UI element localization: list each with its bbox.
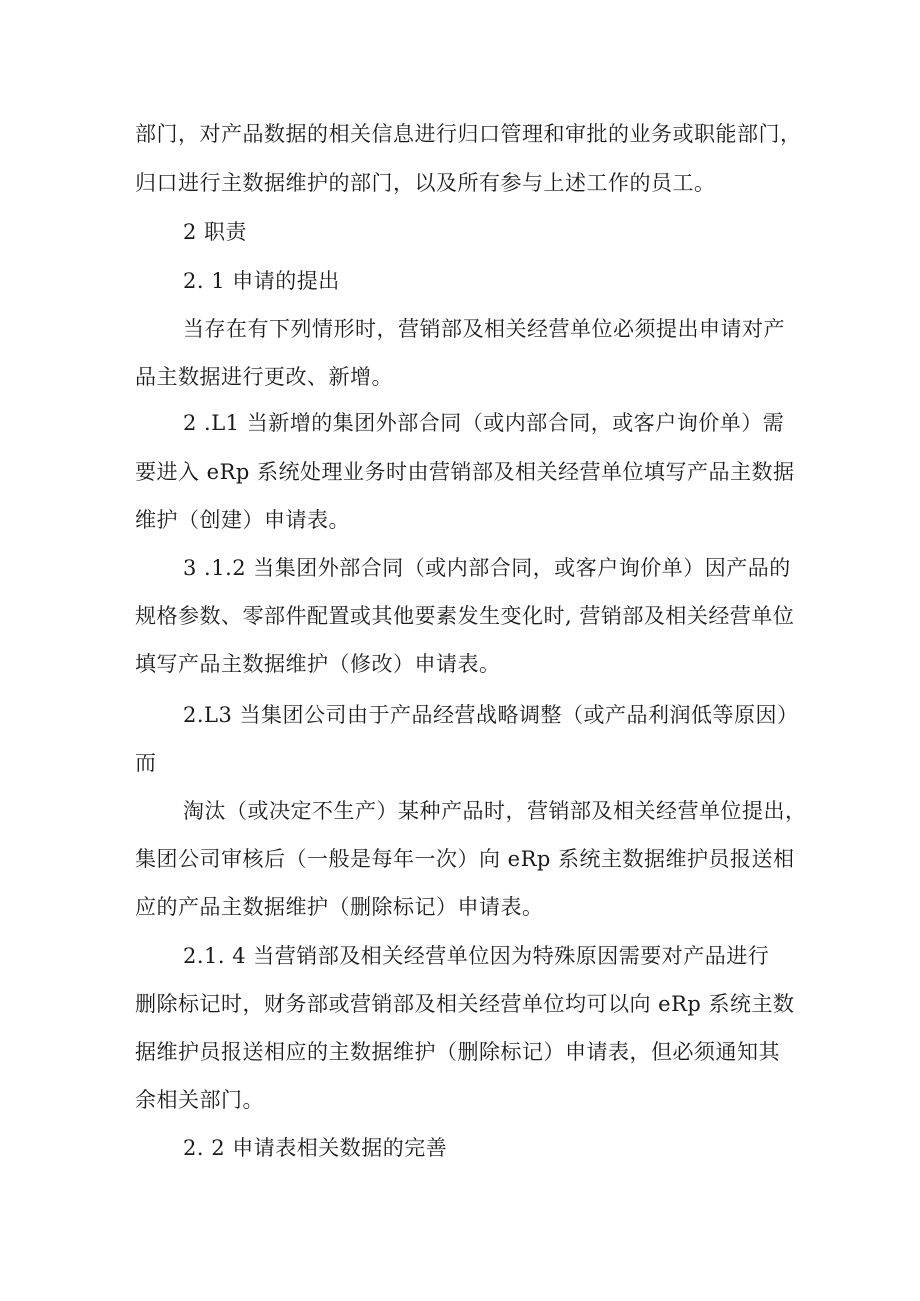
body-text-line: 2.L3 当集团公司由于产品经营战略调整（或产品利润低等原因） bbox=[183, 703, 799, 727]
body-text-line: 要进入 eRp 系统处理业务时由营销部及相关经营单位填写产品主数据 bbox=[135, 460, 795, 484]
body-text-line: 2.1. 4 当营销部及相关经营单位因为特殊原因需要对产品进行 bbox=[183, 944, 770, 968]
body-text-line: 删除标记时，财务部或营销部及相关经营单位均可以向 eRp 系统主数 bbox=[135, 992, 795, 1016]
body-text-line: 品主数据进行更改、新增。 bbox=[135, 365, 393, 389]
body-text-line: 填写产品主数据维护（修改）申请表。 bbox=[135, 652, 501, 676]
subsection-heading: 2. 1 申请的提出 bbox=[183, 269, 340, 293]
body-text-line: 2 .L1 当新增的集团外部合同（或内部合同，或客户询价单）需 bbox=[183, 411, 785, 435]
body-text-line: 而 bbox=[135, 751, 157, 775]
body-text-line: 余相关部门。 bbox=[135, 1088, 264, 1112]
body-text-line: 3 .1.2 当集团外部合同（或内部合同，或客户询价单）因产品的 bbox=[183, 556, 791, 580]
subsection-heading: 2. 2 申请表相关数据的完善 bbox=[183, 1136, 448, 1160]
body-text-line: 集团公司审核后（一般是每年一次）向 eRp 系统主数据维护员报送相 bbox=[135, 847, 795, 871]
body-text-line: 当存在有下列情形时，营销部及相关经营单位必须提出申请对产 bbox=[183, 317, 785, 341]
body-text-line: 应的产品主数据维护（删除标记）申请表。 bbox=[135, 895, 544, 919]
body-text-line: 规格参数、零部件配置或其他要素发生变化时, 营销部及相关经营单位 bbox=[135, 604, 795, 628]
body-text-line: 据维护员报送相应的主数据维护（删除标记）申请表，但必须通知其 bbox=[135, 1040, 780, 1064]
body-text-line: 部门，对产品数据的相关信息进行归口管理和审批的业务或职能部门， bbox=[135, 122, 802, 146]
body-text-line: 淘汰（或决定不生产）某种产品时，营销部及相关经营单位提出， bbox=[183, 799, 807, 823]
body-text-line: 维护（创建）申请表。 bbox=[135, 508, 350, 532]
section-heading: 2 职责 bbox=[183, 220, 248, 244]
body-text-line: 归口进行主数据维护的部门，以及所有参与上述工作的员工。 bbox=[135, 171, 716, 195]
